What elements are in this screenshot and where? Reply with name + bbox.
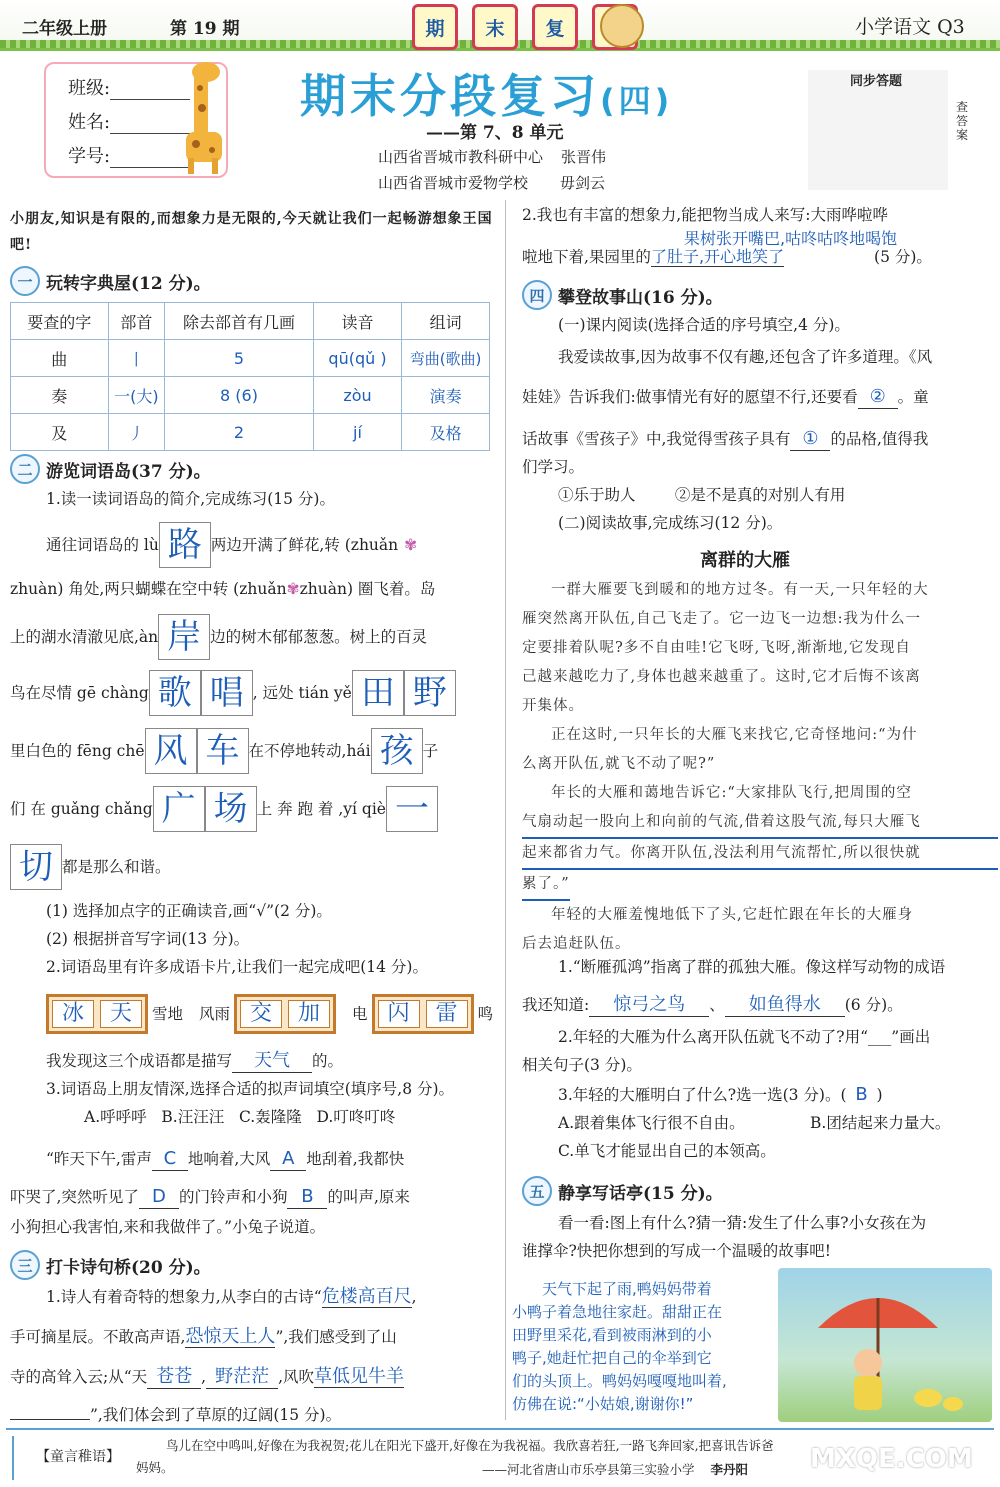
option-b: B.团结起来力量大。	[810, 1114, 951, 1132]
idiom-row	[46, 994, 498, 1034]
col-words: 组词	[402, 303, 490, 340]
cell-pinyin[interactable]: jí	[313, 414, 401, 451]
story-line: 后去追赶队伍。	[522, 936, 631, 952]
story-q1-answer	[522, 994, 998, 1017]
story-line: 起来都省力气。你离开队伍,没法利用气流帮忙,所以很快就	[522, 839, 998, 870]
option-a: A.跟着集体飞行很不自由。	[558, 1114, 745, 1132]
cell-radical[interactable]: 一(大)	[108, 377, 165, 414]
writing-prompt-1: 看一看:图上有什么?猜一猜:发生了什么事?小女孩在为	[558, 1214, 927, 1232]
story-line: 己越来越吃力了,身体也越来越重了。这时,它才后悔不该离	[522, 669, 921, 685]
answer-box-lu[interactable]: 路	[159, 522, 211, 568]
table-row	[11, 340, 490, 377]
text: (6 分)。	[844, 996, 903, 1014]
text: 我还知道:	[522, 996, 590, 1014]
passage-line-7	[10, 842, 498, 892]
cell-pinyin[interactable]: zòu	[313, 377, 401, 414]
page-title: 期末分段复习(四)	[300, 69, 674, 123]
text: 的品格,值得我	[830, 430, 929, 448]
watermark: MXQE.COM	[810, 1444, 973, 1474]
idiom-card-2	[234, 994, 336, 1034]
story-title: 离群的大雁	[700, 550, 790, 571]
issue-label: 第 19 期	[170, 19, 240, 39]
qr-side-text: 查答案	[956, 100, 969, 142]
answer-blank[interactable]: B	[287, 1186, 327, 1209]
text: 吓哭了,突然听见了	[10, 1188, 139, 1206]
class-row	[68, 74, 190, 100]
answer-blank[interactable]: ②	[858, 386, 898, 409]
text: 寺的高耸入云;从“天	[10, 1368, 148, 1386]
imagination-q2: 2.我也有丰富的想象力,能把物当成人来写:大雨哗啦哗	[522, 206, 888, 224]
idiom-cell[interactable]: 交	[240, 1000, 282, 1028]
answer-box-yi[interactable]: 一	[386, 786, 438, 832]
answer-line: 仿佛在说:“小姑娘,谢谢你!”	[512, 1395, 694, 1413]
text: “昨天下午,雷声	[46, 1150, 152, 1168]
answer-line: 们的头顶上。鸭妈妈嘎嘎地叫着,	[512, 1372, 727, 1390]
writing-answer[interactable]	[512, 1278, 774, 1416]
section-4-badge: 四	[522, 280, 552, 310]
table-row	[11, 377, 490, 414]
text: ”,我们体会到了草原的辽阔(15 分)。	[90, 1406, 342, 1424]
tag-fu: 复	[532, 4, 578, 50]
answer-blank[interactable]: ①	[790, 428, 830, 451]
passage-text: 鸟在尽情 gē chàng	[10, 684, 149, 702]
story-line: 累了。”	[522, 870, 570, 901]
text: ,	[201, 1368, 207, 1386]
passage-text: 子	[422, 742, 439, 760]
grade-label: 二年级上册	[22, 19, 107, 39]
passage-line-4	[10, 668, 498, 718]
idiom-text: 电	[352, 1005, 368, 1023]
cell-char: 奏	[11, 377, 109, 414]
imagination-q2-line2	[522, 246, 998, 268]
idiom-card-1	[46, 994, 148, 1034]
text: )	[876, 1086, 883, 1104]
answer-poem-1[interactable]: 危楼高百尺	[321, 1286, 412, 1307]
idiom-cell[interactable]: 闪	[378, 1000, 420, 1028]
answer-line: 鸭子,她赶忙把自己的伞举到它	[512, 1349, 712, 1367]
passage-text: 两边开满了鲜花,转 (zhuǎn	[210, 536, 399, 554]
fill-line-2	[10, 1186, 498, 1209]
story-line: 气扇动起一股向上和向前的气流,借着这股气流,每只大雁飞	[522, 808, 998, 839]
passage-text: 都是那么和谐。	[62, 858, 171, 876]
poem-line-1	[46, 1286, 498, 1308]
answer-line: 天气下起了雨,鸭妈妈带着	[542, 1280, 712, 1298]
cell-strokes[interactable]: 8 (6)	[165, 377, 314, 414]
reading-part-2: (二)阅读故事,完成练习(12 分)。	[558, 514, 783, 532]
poem-line-3	[10, 1366, 498, 1389]
passage-text: zhuàn) 角处,两只蝴蝶在空中转 (zhuǎn	[10, 580, 287, 598]
col-strokes: 除去部首有几画	[165, 303, 314, 340]
story-line: 一群大雁要飞到暖和的地方过冬。有一天,一只年轻的大	[551, 582, 929, 598]
passage-text: 上 奔 跑 着 ,yí qiè	[256, 800, 386, 818]
col-pinyin: 读音	[313, 303, 401, 340]
cell-strokes[interactable]: 2	[165, 414, 314, 451]
option-c: C.单飞才能显出自己的本领高。	[558, 1142, 776, 1160]
section-5-badge: 五	[522, 1176, 552, 1206]
passage-text: 们 在 guǎng chǎng	[10, 800, 153, 818]
footer-text-2: 妈妈。	[136, 1460, 174, 1475]
text: 我发现这三个成语都是描写	[46, 1052, 233, 1070]
idiom-text: 雪地	[152, 1005, 184, 1023]
passage-line-3	[10, 612, 498, 662]
answer-box-qie[interactable]: 切	[10, 844, 62, 890]
class-label: 班级:	[68, 78, 111, 99]
answer-line: 小鸭子着急地往家赶。甜甜正在	[512, 1303, 723, 1321]
dictionary-table	[10, 302, 490, 451]
passage-text: , 远处 tián yě	[252, 684, 352, 702]
section-2-heading	[10, 454, 211, 484]
blank	[10, 1419, 90, 1420]
qr-top-text: 同步答题	[850, 74, 903, 89]
idiom-cell[interactable]: 加	[288, 1000, 330, 1028]
text: 3.年轻的大雁明白了什么?选一选(3 分)。(	[558, 1086, 847, 1104]
table-row	[11, 414, 490, 451]
cell-char: 及	[11, 414, 109, 451]
passage-text: 在不停地转动,hái	[248, 742, 371, 760]
name-label: 姓名:	[68, 112, 111, 133]
butterfly-icon: ✾	[286, 580, 300, 598]
fill-line-1	[46, 1148, 498, 1171]
intro-text: 小朋友,知识是有限的,而想象力是无限的,今天就让我们一起畅游想象王国吧!	[10, 211, 493, 253]
cow-mascot-icon	[600, 4, 644, 48]
answer-imagination-1[interactable]: 果树张开嘴巴,咕咚咕咚地喝饱	[684, 229, 898, 248]
passage-text: 边的树木郁郁葱葱。树上的百灵	[210, 628, 428, 646]
idiom-text: 鸣	[477, 1005, 494, 1023]
story-line: 雁突然离开队伍,自己飞走了。它一边飞一边想:我为什么一	[522, 611, 921, 627]
cell-radical[interactable]: 丨	[108, 340, 165, 377]
answer-box-ye[interactable]: 野	[404, 670, 456, 716]
cell-pinyin[interactable]: qū(qǔ )	[313, 340, 401, 377]
reading-p2: 我爱读故事,因为故事不仅有趣,还包含了许多道理。《风	[558, 348, 933, 366]
idiom-cell[interactable]: 雷	[426, 1000, 468, 1028]
answer-poem-5[interactable]: 草低见牛羊	[314, 1366, 405, 1387]
footer-bracket	[12, 1436, 24, 1480]
footer-text-1: 鸟儿在空中鸣叫,好像在为我祝贺;花儿在阳光下盛开,好像在为我祝福。我欣喜若狂,一路飞奔回家,把喜讯告诉爸	[166, 1438, 774, 1453]
credit-name: 李丹阳	[710, 1462, 749, 1477]
reading-p4	[522, 428, 998, 451]
col-char: 要查的字	[11, 303, 109, 340]
answer-box-hai[interactable]: 孩	[371, 728, 423, 774]
unit-subtitle: ——第 7、8 单元	[426, 123, 564, 143]
subject-label: 小学语文 Q3	[855, 16, 965, 38]
onomatopoeia-options: A.呼呼呼 B.汪汪汪 C.轰隆隆 D.叮咚叮咚	[84, 1108, 396, 1126]
reading-p3	[522, 386, 998, 409]
story-q1: 1.“断雁孤鸿”指离了群的孤独大雁。像这样写动物的成语	[558, 958, 946, 976]
story-line: 么离开队伍,就飞不动了呢?”	[522, 756, 716, 772]
answer-poem-3[interactable]: 苍苍	[147, 1366, 201, 1389]
story-q3	[558, 1084, 883, 1106]
passage-text: 通往词语岛的 lù	[46, 536, 159, 554]
text: 。童	[897, 388, 929, 406]
section-3-title: 打卡诗句桥(20 分)。	[46, 1257, 211, 1278]
text: 手可摘星辰。不敢高声语,	[10, 1328, 186, 1346]
fill-line-3: 小狗担心我害怕,来和我做伴了。”小兔子说道。	[10, 1218, 326, 1236]
footer-label: 【童言稚语】	[36, 1449, 120, 1465]
section-1-heading	[10, 266, 211, 296]
idiom-text: 风雨	[199, 1005, 231, 1023]
id-row	[68, 142, 190, 168]
answer-blank[interactable]: A	[270, 1148, 306, 1171]
answer-choice[interactable]: B	[855, 1084, 868, 1105]
text: 啦地下着,果园里的	[522, 248, 651, 266]
reading-options: ①乐于助人 ②是不是真的对别人有用	[558, 486, 846, 504]
section-3-heading	[10, 1250, 211, 1280]
sec2-sub2: (2) 根据拼音写字词(13 分)。	[46, 930, 250, 948]
story-line: 正在这时,一只年长的大雁飞来找它,它奇怪地问:“为什	[551, 727, 918, 743]
answer-box-che[interactable]: 车	[197, 728, 249, 774]
section-1-badge: 一	[10, 266, 40, 296]
answer-imagination-2[interactable]: 了肚子,开心地笑了	[650, 247, 785, 266]
answer-poem-2[interactable]: 恐惊天上人	[185, 1326, 276, 1347]
text: 地刮着,我都快	[306, 1150, 405, 1168]
cell-words[interactable]: 弯曲(歌曲)	[402, 340, 490, 377]
passage-line-1	[46, 520, 498, 570]
reading-part-1: (一)课内阅读(选择合适的序号填空,4 分)。	[558, 316, 850, 334]
text: ”,我们感受到了山	[275, 1328, 397, 1346]
butterfly-icon: ✾	[404, 536, 418, 554]
giraffe-icon	[176, 58, 232, 178]
answer-idiom-2[interactable]: 如鱼得水	[725, 994, 845, 1017]
cell-words[interactable]: 及格	[402, 414, 490, 451]
text: 地响着,大风	[187, 1150, 271, 1168]
passage-line-5	[10, 726, 498, 776]
answer-line: 田野里采花,看到被雨淋到的小	[512, 1326, 712, 1344]
section-5-title: 静享写话亭(15 分)。	[558, 1183, 723, 1204]
sec2-q3: 3.词语岛上朋友情深,选择合适的拟声词填空(填序号,8 分)。	[46, 1080, 455, 1098]
footer-credit	[482, 1460, 748, 1478]
writing-prompt-2: 谁撑伞?快把你想到的写成一个温暖的故事吧!	[522, 1242, 832, 1260]
qr-code-area[interactable]	[808, 70, 948, 190]
text: 的门铃声和小狗	[178, 1188, 288, 1206]
section-4-title: 攀登故事山(16 分)。	[558, 287, 723, 308]
author-1: 山西省晋城市教科研中心 张晋伟	[378, 148, 607, 166]
answer-blank[interactable]: D	[139, 1186, 179, 1209]
passage-text: zhuàn) 圈飞着。岛	[299, 580, 436, 598]
sec2-q2: 2.词语岛里有许多成语卡片,让我们一起完成吧(14 分)。	[46, 958, 428, 976]
cell-words[interactable]: 演奏	[402, 377, 490, 414]
answer-box-feng[interactable]: 风	[145, 728, 197, 774]
story-body	[522, 576, 998, 959]
cell-radical[interactable]: 丿	[108, 414, 165, 451]
text: ,	[411, 1288, 417, 1306]
poem-line-2	[10, 1326, 498, 1348]
section-2-title: 游览词语岛(37 分)。	[46, 461, 211, 482]
answer-weather[interactable]: 天气	[232, 1050, 312, 1073]
col-radical: 部首	[108, 303, 165, 340]
umbrella-icon	[778, 1268, 992, 1422]
table-header	[11, 303, 490, 340]
section-1-title: 玩转字典屋(12 分)。	[46, 273, 211, 294]
story-line: 年长的大雁和蔼地告诉它:“大家排队飞行,把周围的空	[551, 785, 912, 801]
rain-girl-illustration	[778, 1268, 992, 1422]
idiom-conclusion	[46, 1050, 343, 1073]
answer-blank[interactable]: C	[152, 1148, 188, 1171]
text: 的叫声,原来	[327, 1188, 410, 1206]
passage-line-6	[10, 784, 498, 834]
story-line: 开集体。	[522, 698, 584, 714]
cell-strokes[interactable]: 5	[165, 340, 314, 377]
poem-line-4	[10, 1404, 341, 1426]
story-q2b: 相关句子(3 分)。	[522, 1056, 642, 1074]
answer-poem-4[interactable]: 野茫茫	[206, 1366, 278, 1389]
idiom-cell[interactable]: 冰	[52, 1000, 94, 1028]
passage-text: 里白色的 fēng chē	[10, 742, 145, 760]
answer-idiom-1[interactable]: 惊弓之鸟	[589, 994, 709, 1017]
credit-org: ——河北省唐山市乐亭县第三实验小学	[482, 1462, 695, 1477]
answer-box-an[interactable]: 岸	[158, 614, 210, 660]
story-q2: 2.年轻的大雁为什么离开队伍就飞不动了?用“___”画出	[558, 1028, 931, 1046]
column-divider	[505, 200, 506, 1420]
idiom-card-3	[372, 994, 474, 1034]
text: 话故事《雪孩子》中,我觉得雪孩子具有	[522, 430, 791, 448]
section-5-heading	[522, 1176, 723, 1206]
answer-box-chang2[interactable]: 场	[205, 786, 257, 832]
idiom-cell[interactable]: 天	[100, 1000, 142, 1028]
answer-box-tian[interactable]: 田	[352, 670, 404, 716]
text: (5 分)。	[874, 248, 932, 266]
story-line: 定要排着队呢?多不自由哇!它飞呀,飞呀,渐渐地,它发现自	[522, 640, 911, 656]
name-row	[68, 108, 190, 134]
cell-char: 曲	[11, 340, 109, 377]
section-3-badge: 三	[10, 1250, 40, 1280]
passage-line-2	[10, 578, 498, 600]
author-2: 山西省晋城市爱物学校 毋剑云	[378, 174, 606, 192]
section-4-heading	[522, 280, 723, 310]
answer-box-guang[interactable]: 广	[153, 786, 205, 832]
sec2-sub1: (1) 选择加点字的正确读音,画“√”(2 分)。	[46, 902, 332, 920]
section-2-badge: 二	[10, 454, 40, 484]
text: 的。	[312, 1052, 344, 1070]
text: 1.诗人有着奇特的想象力,从李白的古诗“	[46, 1288, 322, 1306]
id-label: 学号:	[68, 146, 111, 167]
story-line: 年轻的大雁羞愧地低下了头,它赶忙跟在年长的大雁身	[551, 907, 914, 923]
answer-box-ge[interactable]: 歌	[149, 670, 201, 716]
reading-p5: 们学习。	[522, 458, 585, 476]
text: 娃娃》告诉我们:做事情光有好的愿望不行,还要看	[522, 388, 858, 406]
tag-qi: 期	[412, 4, 458, 50]
passage-text: 上的湖水清澈见底,àn	[10, 628, 159, 646]
tag-mo: 末	[472, 4, 518, 50]
answer-box-chang[interactable]: 唱	[201, 670, 253, 716]
sec2-q1: 1.读一读词语岛的简介,完成练习(15 分)。	[46, 490, 335, 508]
text: 、	[709, 996, 725, 1014]
text: ,风吹	[278, 1368, 315, 1386]
